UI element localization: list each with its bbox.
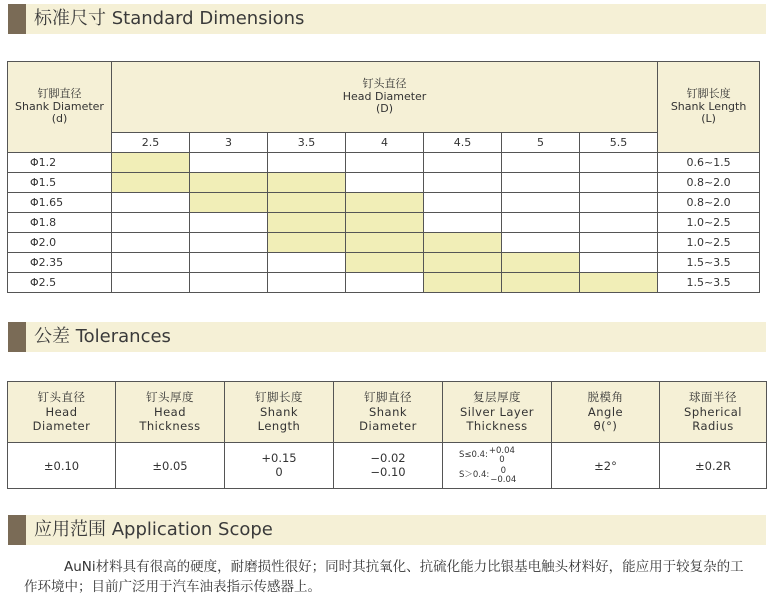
empty-cell [112, 213, 190, 233]
head-size-cell: 4.5 [424, 133, 502, 153]
dimensions-table [7, 61, 760, 293]
tol-header-cell: 钉头厚度 Head Thickness [116, 382, 225, 443]
available-cell [346, 233, 424, 253]
empty-cell [580, 233, 658, 253]
empty-cell [190, 233, 268, 253]
empty-cell [268, 153, 346, 173]
tol-shank-length [225, 443, 334, 489]
shank-length-value: 1.0~2.5 [658, 213, 760, 233]
empty-cell [346, 173, 424, 193]
table-row [8, 153, 760, 173]
shank-length-value: 1.5~3.5 [658, 253, 760, 273]
silver-cond-label: S≤0.4: [459, 450, 488, 461]
available-cell [346, 213, 424, 233]
empty-cell [190, 153, 268, 173]
tol-lower: 0 [499, 454, 505, 465]
tol-lower: −0.10 [370, 464, 406, 479]
shank-length-value: 1.0~2.5 [658, 233, 760, 253]
shank-length-header: 钉脚长度 Shank Length (L) [658, 62, 760, 153]
shank-diameter-value: Φ2.35 [8, 253, 112, 273]
tol-shank-diameter [334, 443, 443, 489]
empty-cell [502, 153, 580, 173]
head-size-cell: 5.5 [580, 133, 658, 153]
head-size-cell: 3 [190, 133, 268, 153]
tol-header-cell: 钉头直径 Head Diameter [8, 382, 116, 443]
tol-silver-layer [443, 443, 552, 489]
empty-cell [502, 173, 580, 193]
available-cell [424, 273, 502, 293]
section-bar-dimensions [8, 4, 766, 34]
silver-cond-label: S＞0.4: [459, 470, 490, 481]
section-marker [8, 515, 26, 545]
shank-length-value: 1.5~3.5 [658, 273, 760, 293]
empty-cell [502, 193, 580, 213]
empty-cell [112, 273, 190, 293]
head-size-cell: 4 [346, 133, 424, 153]
empty-cell [268, 253, 346, 273]
empty-cell [190, 273, 268, 293]
empty-cell [424, 213, 502, 233]
available-cell [112, 173, 190, 193]
shank-length-value: 0.8~2.0 [658, 173, 760, 193]
table-row [8, 273, 760, 293]
shank-length-value: 0.6~1.5 [658, 153, 760, 173]
section-marker [8, 322, 26, 352]
empty-cell [580, 213, 658, 233]
empty-cell [580, 253, 658, 273]
empty-cell [190, 213, 268, 233]
empty-cell [424, 153, 502, 173]
empty-cell [580, 193, 658, 213]
available-cell [268, 233, 346, 253]
empty-cell [580, 173, 658, 193]
head-size-cell: 3.5 [268, 133, 346, 153]
empty-cell [268, 273, 346, 293]
head-size-cell: 5 [502, 133, 580, 153]
shank-diameter-header: 钉脚直径 Shank Diameter (d) [8, 62, 112, 153]
section-title-dimensions: 标准尺寸 Standard Dimensions [34, 8, 305, 29]
empty-cell [190, 253, 268, 273]
available-cell [112, 153, 190, 173]
available-cell [346, 193, 424, 213]
available-cell [580, 273, 658, 293]
empty-cell [424, 173, 502, 193]
available-cell [346, 253, 424, 273]
head-diameter-header: 钉头直径 Head Diameter (D) [112, 62, 658, 133]
section-marker [8, 4, 26, 34]
available-cell [424, 253, 502, 273]
empty-cell [424, 193, 502, 213]
tolerances-table [7, 381, 767, 489]
shank-diameter-value: Φ1.2 [8, 153, 112, 173]
empty-cell [112, 193, 190, 213]
tol-header-cell: 钉脚长度 Shank Length [225, 382, 334, 443]
available-cell [502, 273, 580, 293]
available-cell [268, 173, 346, 193]
available-cell [502, 253, 580, 273]
head-size-cell: 2.5 [112, 133, 190, 153]
table-row [8, 193, 760, 213]
tol-header-cell: 脱模角 Angle θ(°) [552, 382, 660, 443]
available-cell [424, 233, 502, 253]
application-text: AuNi材料具有很高的硬度，耐磨损性很好；同时其抗氧化、抗硫化能力比银基电触头材料好，能应用于较复杂的工作环境中；目前广泛用于汽车油表指示传感器上。 [24, 559, 744, 595]
tol-head-thickness: ±0.05 [116, 443, 225, 489]
shank-diameter-value: Φ2.5 [8, 273, 112, 293]
available-cell [268, 193, 346, 213]
tol-lower: −0.04 [490, 474, 517, 485]
tol-header-cell: 复层厚度 Silver Layer Thickness [443, 382, 552, 443]
tol-upper: +0.04 [488, 445, 515, 456]
table-row [8, 253, 760, 273]
tol-head-diameter: ±0.10 [8, 443, 116, 489]
tol-header-cell: 球面半径 Spherical Radius [660, 382, 767, 443]
section-bar-application [8, 515, 766, 545]
available-cell [190, 173, 268, 193]
tol-upper: 0 [500, 465, 507, 476]
tol-header-cell: 钉脚直径 Shank Diameter [334, 382, 443, 443]
shank-diameter-value: Φ1.8 [8, 213, 112, 233]
empty-cell [502, 213, 580, 233]
tol-lower: 0 [275, 464, 283, 479]
table-row [8, 213, 760, 233]
empty-cell [580, 153, 658, 173]
shank-diameter-value: Φ2.0 [8, 233, 112, 253]
tol-angle: ±2° [552, 443, 660, 489]
section-bar-tolerances [8, 322, 766, 352]
empty-cell [112, 233, 190, 253]
shank-length-value: 0.8~2.0 [658, 193, 760, 213]
tol-radius: ±0.2R [660, 443, 767, 489]
shank-diameter-value: Φ1.65 [8, 193, 112, 213]
available-cell [268, 213, 346, 233]
table-row [8, 173, 760, 193]
empty-cell [346, 273, 424, 293]
empty-cell [112, 253, 190, 273]
tol-upper: −0.02 [370, 451, 406, 466]
table-row [8, 233, 760, 253]
section-title-tolerances: 公差 Tolerances [34, 326, 171, 347]
empty-cell [502, 233, 580, 253]
section-title-application: 应用范围 Application Scope [34, 519, 273, 540]
empty-cell [346, 153, 424, 173]
tol-upper: +0.15 [261, 451, 297, 466]
available-cell [190, 193, 268, 213]
shank-diameter-value: Φ1.5 [8, 173, 112, 193]
